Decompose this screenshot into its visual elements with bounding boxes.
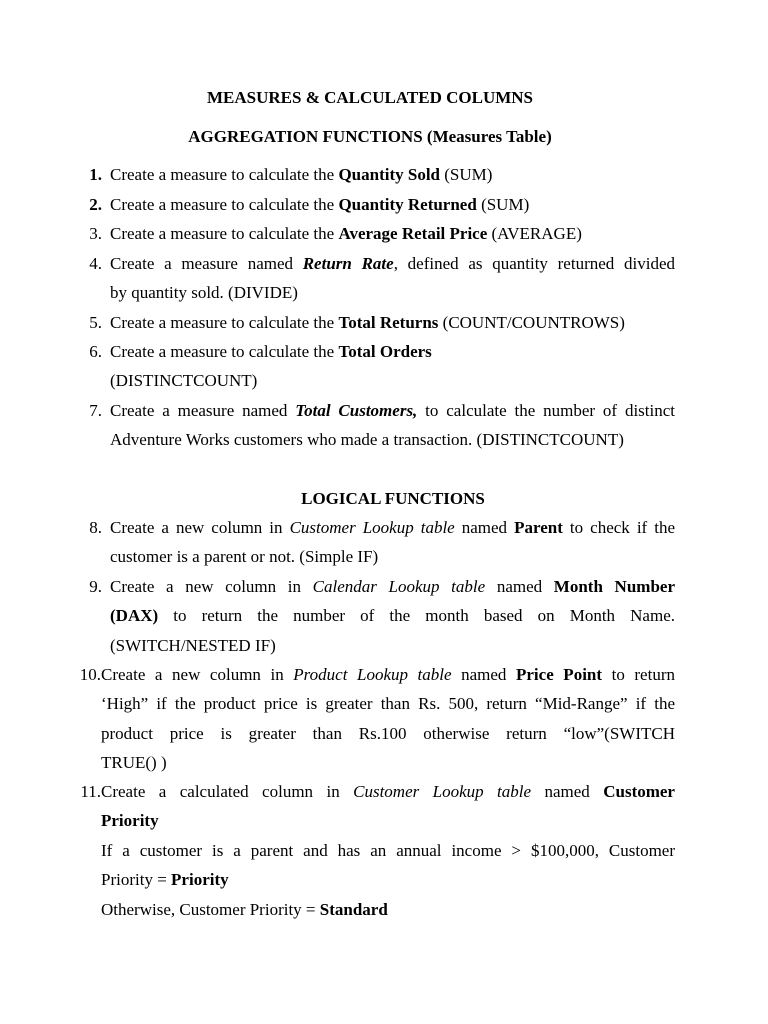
list-text: Create a measure to calculate the Total Orders (DISTINCTCOUNT) bbox=[110, 342, 432, 391]
list-text: Create a new column in Customer Lookup table named Parent to check if the customer is a parent or not. (Simple IF) bbox=[110, 518, 675, 567]
list-text: Create a measure to calculate the Average Retail Price (AVERAGE) bbox=[110, 224, 582, 243]
document-title: MEASURES & CALCULATED COLUMNS bbox=[206, 88, 534, 107]
list-text: Create a new column in Calendar Lookup table named Month Number (DAX) to return the number of the month based on Month Name. (SWITCH/NESTED IF) bbox=[110, 577, 675, 655]
list-text: Create a measure named Total Customers, to calculate the number of distinct Adventure Works customers who made a transaction. (DISTINCTCOUNT) bbox=[110, 401, 675, 450]
list-number: 7. bbox=[89, 401, 102, 420]
list-number: 10. bbox=[79, 665, 101, 684]
list-number: 4. bbox=[89, 254, 102, 273]
list-number: 6. bbox=[89, 342, 102, 361]
list-number: 9. bbox=[89, 577, 102, 596]
list-number: 5. bbox=[89, 313, 102, 332]
list-text: Create a measure to calculate the Quantity Returned (SUM) bbox=[110, 195, 530, 214]
list-number: 8. bbox=[89, 518, 102, 537]
list-number: 11. bbox=[80, 782, 101, 801]
list-text: Create a measure to calculate the Quantity Sold (SUM) bbox=[110, 165, 493, 184]
list-text: Create a measure to calculate the Total Returns (COUNT/COUNTROWS) bbox=[110, 313, 625, 332]
list-number: 3. bbox=[89, 224, 102, 243]
list-number: 1. bbox=[89, 165, 102, 184]
list-number: 2. bbox=[89, 195, 102, 214]
list-text: Create a new column in Product Lookup table named Price Point to return ‘High” if the product price is greater than Rs. 500, return “Mid-Range” if the product price is greater than Rs.100 otherwise return “low”(SWITCH TRUE() ) bbox=[101, 665, 675, 773]
list-text: Create a measure named Return Rate, defined as quantity returned divided by quantity sold. (DIVIDE) bbox=[110, 254, 675, 303]
section-heading-aggregation: AGGREGATION FUNCTIONS (Measures Table) bbox=[188, 127, 552, 146]
section-heading-logical: LOGICAL FUNCTIONS bbox=[301, 489, 485, 508]
list-text: Create a calculated column in Customer Lookup table named Customer Priority If a customer is a parent and has an annual income > $100,000, Customer Priority = Priority Otherwise, Customer Priority = Standard bbox=[101, 782, 675, 919]
